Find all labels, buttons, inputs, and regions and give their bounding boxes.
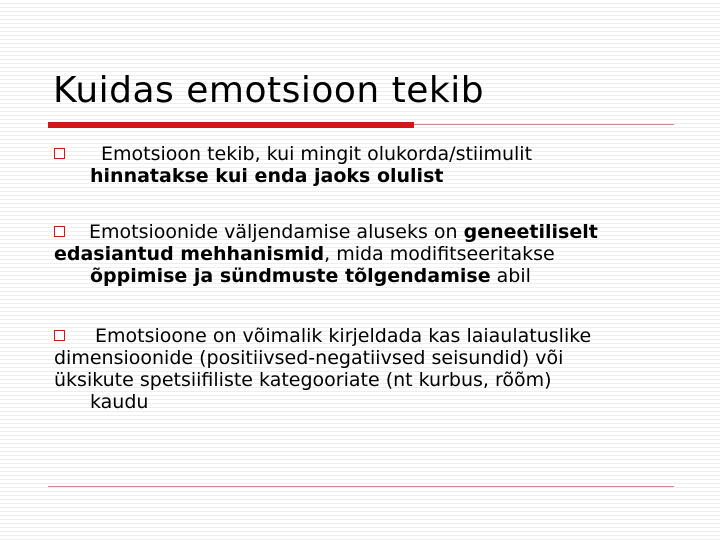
- bullet-item-3: [54, 325, 694, 413]
- slide-title: Kuidas emotsioon tekib: [53, 70, 485, 111]
- bullet-item-3-line-3: üksikute spetsiifiliste kategooriate (nt kurbus, rõõm): [54, 369, 552, 391]
- bullet-item-1-line-1: Emotsioon tekib, kui mingit olukorda/stiimulit: [54, 143, 694, 165]
- title-accent-bar: [48, 122, 414, 128]
- hollow-square-bullet-icon: [54, 330, 65, 341]
- hollow-square-bullet-icon: [54, 148, 65, 159]
- bullet-item-2-line-3: õppimise ja sündmuste tõlgendamise abil: [90, 265, 531, 287]
- bullet-item-2: [54, 221, 694, 287]
- bullet-item-2-line-1: Emotsioonide väljendamise aluseks on geneetiliselt: [54, 221, 694, 243]
- bullet-item-2-line-2: edasiantud mehhanismid, mida modifitseeritakse: [54, 243, 555, 265]
- hollow-square-bullet-icon: [54, 226, 65, 237]
- bullet-item-3-line-2: dimensioonide (positiivsed-negatiivsed seisundid) või: [54, 347, 564, 369]
- bullet-item-1: [54, 143, 694, 187]
- bullet-item-3-line-1: Emotsioone on võimalik kirjeldada kas laiaulatuslike: [54, 325, 694, 347]
- bullet-item-1-line-2: hinnatakse kui enda jaoks olulist: [90, 165, 444, 187]
- bullet-item-3-line-4: kaudu: [90, 391, 149, 413]
- footer-divider-line: [48, 486, 674, 487]
